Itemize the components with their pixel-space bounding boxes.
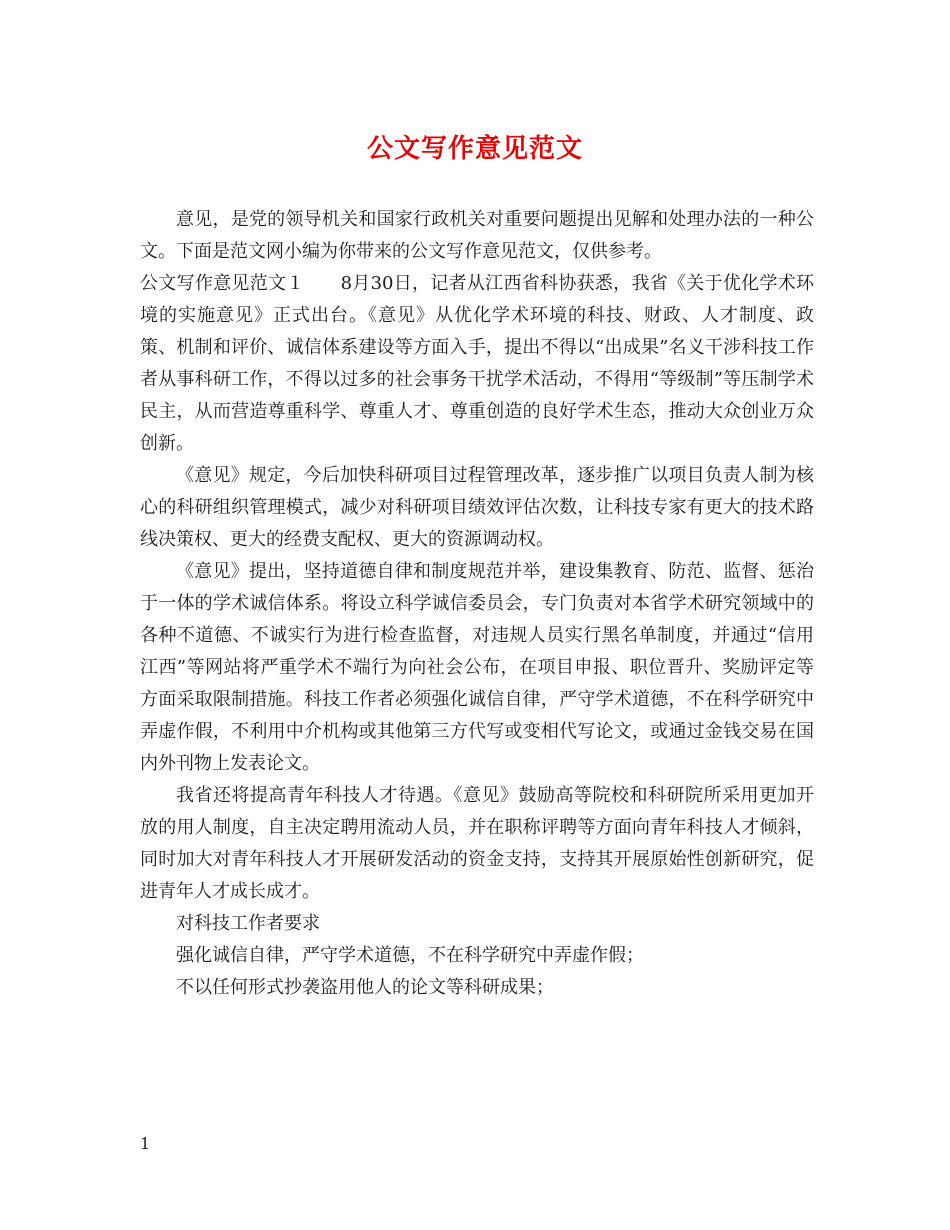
sample-1-text: 8月30日，记者从江西省科协获悉，我省《关于优化学术环境的实施意见》正式出台。《意见》从优化学术环境的科技、财政、人才制度、政策、机制和评价、诚信体系建设等方面入手，提出不得以“出成果”名义干涉科技工作者从事科研工作，不得以过多的社会事务干扰学术活动，不得用“等级制”等压制学术民主，从而营造尊重科学、尊重人才、尊重创造的良好学术生态，推动大众创业万众创新。 — [140, 273, 815, 454]
paragraph-integrity: 《意见》提出，坚持道德自律和制度规范并举，建设集教育、防范、监督、惩治于一体的学术诚信体系。将设立科学诚信委员会，专门负责对本省学术研究领域中的各种不道德、不诚实行为进行检查监督，对违规人员实行黑名单制度，并通过“信用江西”等网站将严重学术不端行为向社会公布，在项目申报、职位晋升、奖励评定等方面采取限制措施。科技工作者必须强化诚信自律，严守学术道德，不在科学研究中弄虚作假，不利用中介机构或其他第三方代写或变相代写论文，或通过金钱交易在国内外刊物上发表论文。 — [140, 561, 814, 774]
paragraph-intro: 意见，是党的领导机关和国家行政机关对重要问题提出见解和处理办法的一种公文。下面是范文网小编为你带来的公文写作意见范文，仅供参考。 — [140, 209, 814, 262]
page-number: 1 — [140, 1134, 151, 1153]
sample-label: 公文写作意见范文１ — [140, 273, 305, 294]
paragraph-youth-talent: 我省还将提高青年科技人才待遇。《意见》鼓励高等院校和科研院所采用更加开放的用人制度，自主决定聘用流动人员，并在职称评聘等方面向青年科技人才倾斜，同时加大对青年科技人才开展研发活动的资金支持，支持其开展原始性创新研究，促进青年人才成长成才。 — [140, 785, 814, 902]
paragraph-requirements-heading: 对科技工作者要求 — [176, 913, 320, 934]
document-body — [140, 204, 814, 1004]
paragraph-sample-1 — [140, 268, 814, 460]
paragraph-requirement-1: 强化诚信自律，严守学术道德，不在科学研究中弄虚作假； — [176, 945, 644, 966]
paragraph-requirement-2: 不以任何形式抄袭盗用他人的论文等科研成果； — [176, 977, 554, 998]
document-title: 公文写作意见范文 — [366, 134, 583, 164]
paragraph-regulation: 《意见》规定，今后加快科研项目过程管理改革，逐步推广以项目负责人制为核心的科研组织管理模式，减少对科研项目绩效评估次数，让科技专家有更大的技术路线决策权、更大的经费支配权、更大的资源调动权。 — [140, 465, 814, 550]
